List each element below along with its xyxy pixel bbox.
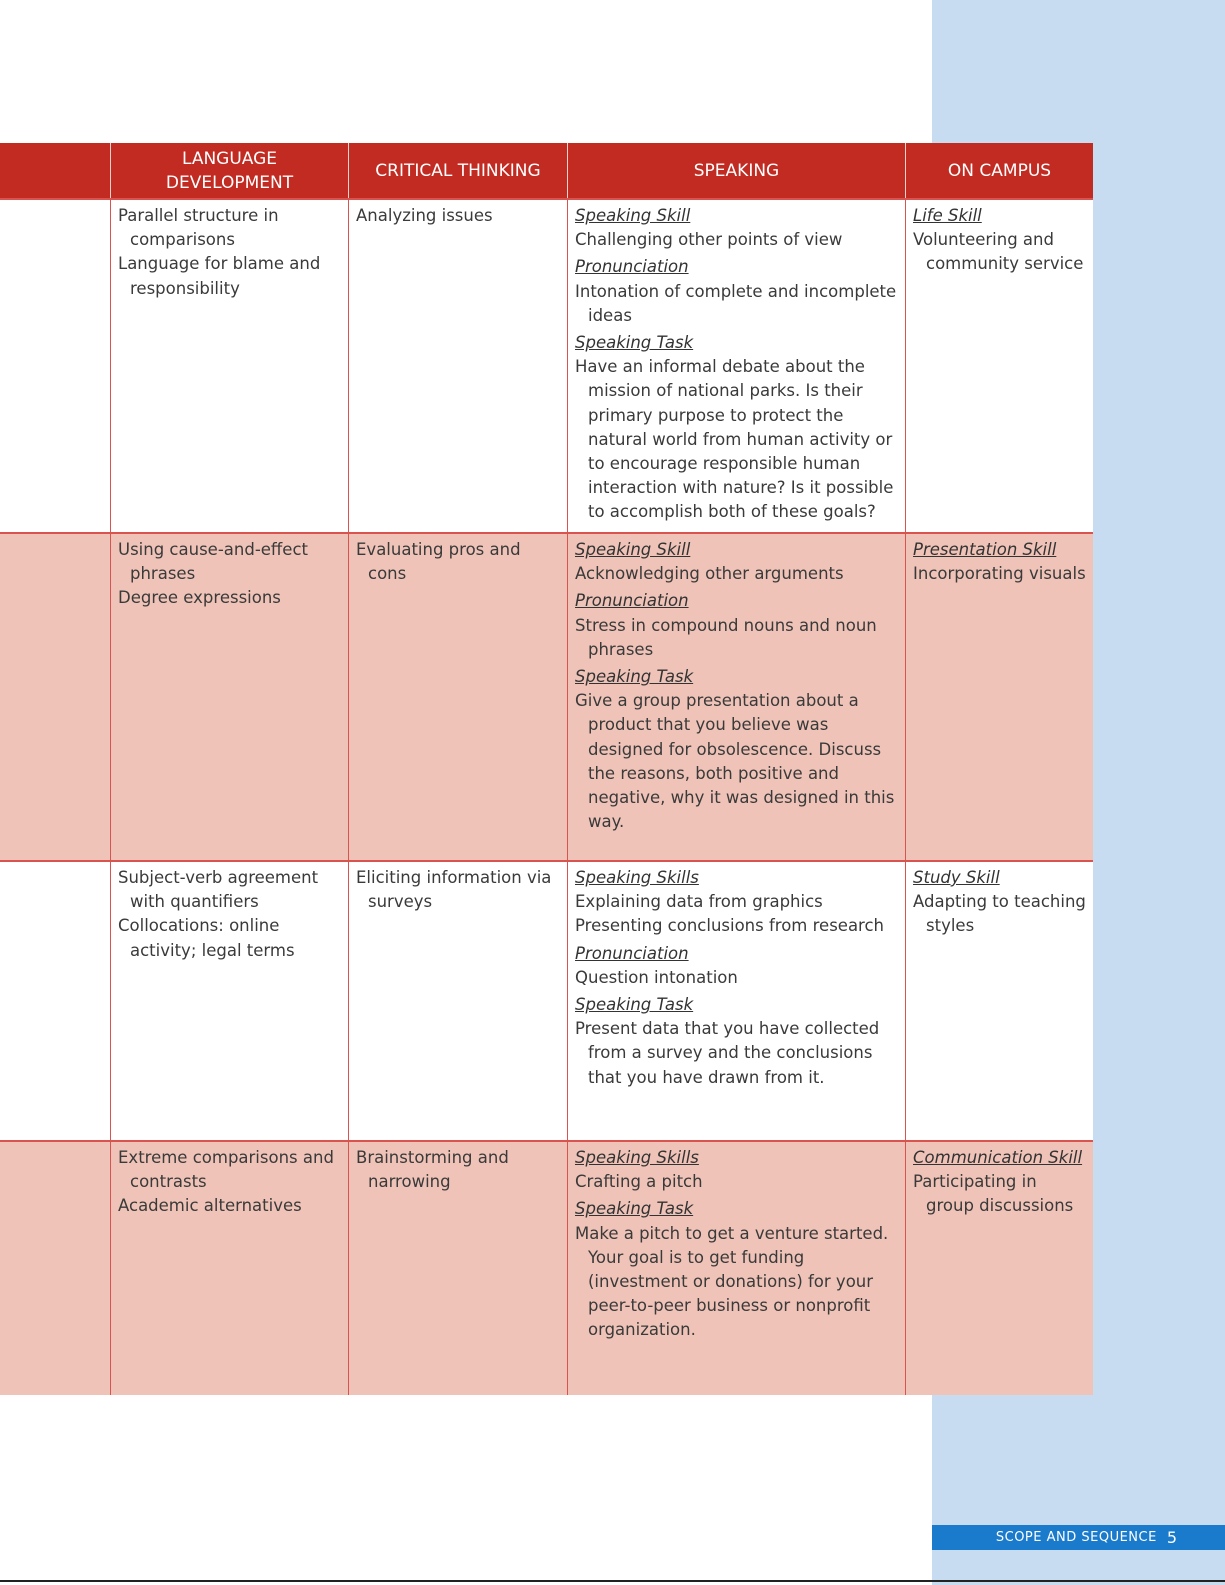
speaking-cell — [567, 1142, 905, 1395]
header-speaking: SPEAKING — [567, 143, 905, 198]
language-cell — [110, 534, 348, 860]
list-item: Have an informal debate about the mission of national parks. Is their primary purpose to protect the natural world from human activity or to encourage responsible human interaction with nature? Is it possible to accomplish both of these goals? — [575, 357, 894, 522]
language-cell — [110, 200, 348, 532]
critical-cell — [348, 862, 567, 1140]
subheading: Communication Skill — [913, 1148, 1083, 1167]
list-item: Incorporating visuals — [913, 564, 1086, 584]
subheading: Speaking Task — [575, 1199, 694, 1219]
header-critical-thinking: CRITICAL THINKING — [348, 143, 567, 198]
campus-cell — [905, 534, 1093, 860]
bottom-rule — [0, 1580, 1225, 1582]
list-item: Brainstorming and narrowing — [356, 1148, 509, 1192]
speaking-cell — [567, 862, 905, 1140]
list-item: Parallel structure in comparisons — [118, 206, 279, 250]
critical-cell — [348, 534, 567, 860]
list-item: Stress in compound nouns and noun phrases — [575, 615, 877, 659]
subheading: Speaking Skills — [575, 868, 699, 887]
list-item: Acknowledging other arguments — [575, 564, 844, 584]
list-item: Analyzing issues — [356, 206, 493, 225]
list-item: Adapting to teaching styles — [913, 892, 1086, 936]
campus-cell — [905, 200, 1093, 532]
table-row — [0, 1140, 1093, 1395]
language-cell — [110, 862, 348, 1140]
list-item: Question intonation — [575, 967, 738, 987]
header-blank — [0, 143, 110, 198]
list-item: Challenging other points of view — [575, 230, 843, 250]
page-number: 5 — [1166, 1528, 1177, 1547]
scope-sequence-table — [0, 143, 1093, 1395]
subheading: Speaking Skills — [575, 1148, 699, 1167]
list-item: Volunteering and community service — [913, 230, 1084, 274]
footer-label: SCOPE AND SEQUENCE — [995, 1530, 1157, 1545]
list-item: Language for blame and responsibility — [118, 254, 321, 298]
subheading: Speaking Task — [575, 995, 694, 1015]
table-row — [0, 198, 1093, 532]
subheading: Pronunciation — [575, 591, 689, 611]
table-row — [0, 860, 1093, 1140]
subheading: Study Skill — [913, 868, 1000, 887]
table-row — [0, 532, 1093, 860]
subheading: Speaking Skill — [575, 540, 691, 559]
list-item: Make a pitch to get a venture started. Your goal is to get funding (investment or donations) for your peer-to-peer business or nonprofit organization. — [575, 1223, 889, 1340]
subheading: Speaking Task — [575, 333, 694, 353]
list-item: Explaining data from graphics — [575, 892, 823, 912]
list-item: Evaluating pros and cons — [356, 540, 521, 584]
list-item: Participating in group discussions — [913, 1172, 1074, 1216]
speaking-cell — [567, 200, 905, 532]
subheading: Pronunciation — [575, 257, 689, 277]
speaking-cell — [567, 534, 905, 860]
list-item: Give a group presentation about a product that you believe was designed for obsolescence. Discuss the reasons, both positive and negative, why it was designed in this way. — [575, 691, 895, 832]
list-item: Extreme comparisons and contrasts — [118, 1148, 334, 1192]
list-item: Eliciting information via surveys — [356, 868, 552, 912]
subheading: Pronunciation — [575, 943, 689, 963]
list-item: Crafting a pitch — [575, 1172, 703, 1192]
subheading: Presentation Skill — [913, 540, 1057, 559]
campus-cell — [905, 1142, 1093, 1395]
subheading: Life Skill — [913, 206, 982, 225]
list-item: Subject-verb agreement with quantifiers — [118, 868, 319, 912]
list-item: Present data that you have collected from a survey and the conclusions that you have drawn from it. — [575, 1019, 880, 1087]
header-on-campus: ON CAMPUS — [905, 143, 1093, 198]
subheading: Speaking Skill — [575, 206, 691, 225]
list-item: Using cause-and-effect phrases — [118, 540, 308, 584]
campus-cell — [905, 862, 1093, 1140]
page-footer — [932, 1525, 1225, 1550]
list-item: Intonation of complete and incomplete ideas — [575, 281, 897, 325]
list-item: Collocations: online activity; legal terms — [118, 916, 295, 960]
list-item: Degree expressions — [118, 588, 281, 608]
list-item: Presenting conclusions from research — [575, 916, 885, 936]
critical-cell — [348, 200, 567, 532]
table-header — [0, 143, 1093, 198]
header-language-development: LANGUAGE DEVELOPMENT — [110, 143, 348, 198]
language-cell — [110, 1142, 348, 1395]
list-item: Academic alternatives — [118, 1196, 302, 1216]
subheading: Speaking Task — [575, 667, 694, 687]
critical-cell — [348, 1142, 567, 1395]
